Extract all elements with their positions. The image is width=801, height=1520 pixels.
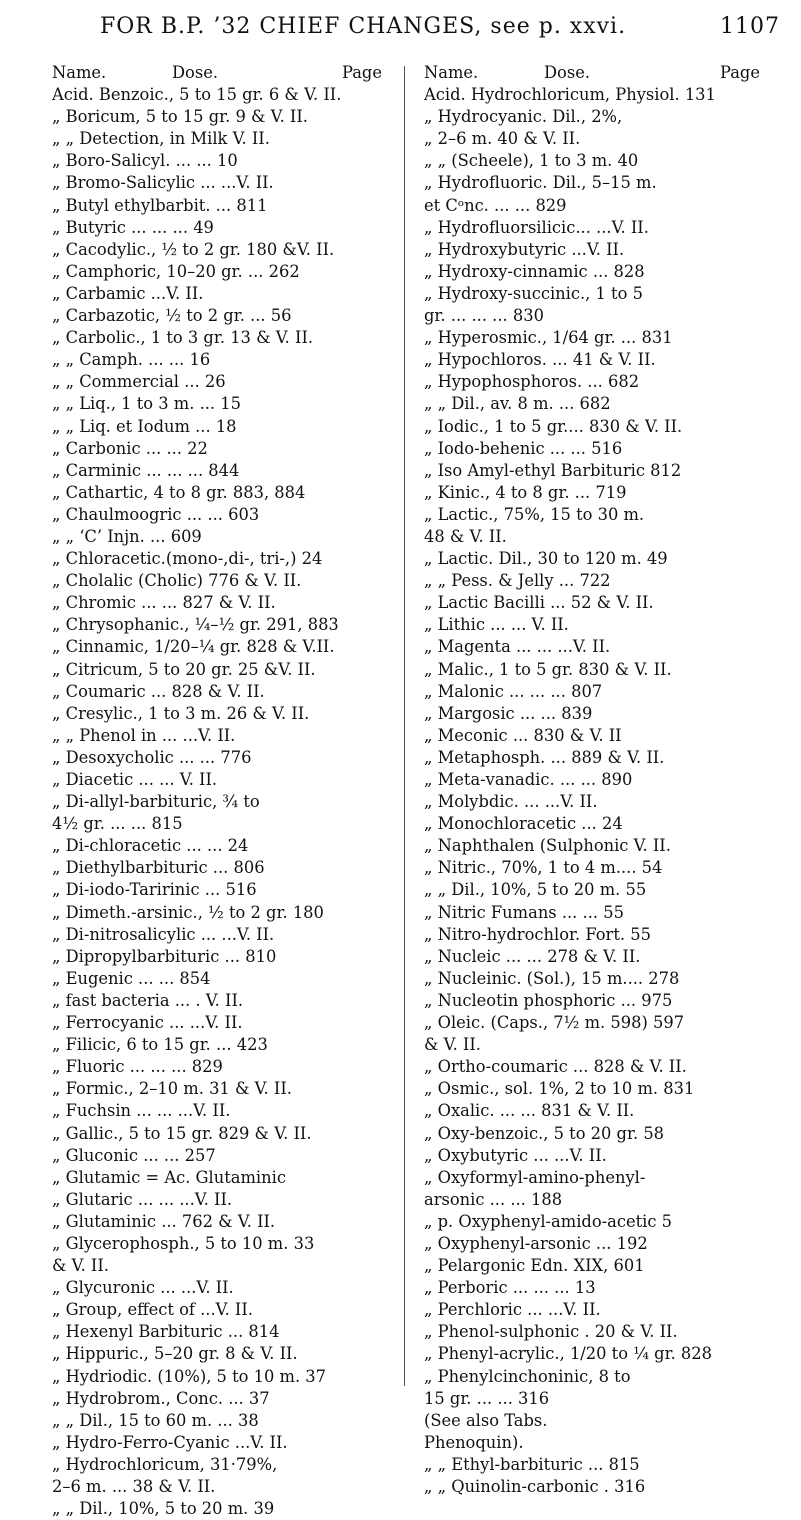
index-entry: „ „ ‘C’ Injn. ... 609 [52, 526, 202, 546]
index-entry: „ Magenta ... ... ...V. II. [424, 637, 611, 657]
index-entry: „ Hypochloros. ... 41 & V. II. [424, 350, 656, 370]
index-entry: „ „ Pess. & Jelly ... 722 [424, 571, 611, 591]
index-entry: „ fast bacteria ... . V. II. [52, 990, 244, 1010]
page-heading: Page [720, 63, 760, 82]
index-entry: „ Metaphosph. ... 889 & V. II. [424, 747, 665, 767]
index-entry: 48 & V. II. [424, 526, 507, 546]
index-entry: „ Iso Amyl-ethyl Barbituric 812 [424, 460, 682, 480]
index-entry: „ Chromic ... ... 827 & V. II. [52, 593, 276, 613]
index-entry: „ Molybdic. ... ...V. II. [424, 792, 598, 812]
index-entry: „ Cathartic, 4 to 8 gr. 883, 884 [52, 482, 306, 502]
index-entry: Acid. Benzoic., 5 to 15 gr. 6 & V. II. [52, 85, 342, 105]
index-entry: 15 gr. ... ... 316 [424, 1388, 550, 1408]
index-entry: „ Nitric Fumans ... ... 55 [424, 902, 624, 922]
index-entry: „ Lactic., 75%, 15 to 30 m. [424, 504, 645, 524]
index-entry: „ p. Oxyphenyl-amido-acetic 5 [424, 1211, 672, 1231]
index-entry: „ „ Dil., 10%, 5 to 20 m. 39 [52, 1499, 275, 1519]
index-entry: „ Lithic ... ... V. II. [424, 615, 569, 635]
index-entry: „ Hydrocyanic. Dil., 2%, [424, 107, 623, 127]
index-entry: „ „ Dil., av. 8 m. ... 682 [424, 394, 611, 414]
index-entry: „ Glutaminic ... 762 & V. II. [52, 1211, 276, 1231]
index-entry: „ Fuchsin ... ... ...V. II. [52, 1101, 231, 1121]
index-entry: „ Cinnamic, 1/20–¼ gr. 828 & V.II. [52, 637, 335, 657]
index-entry: „ Chloracetic.(mono-,di-, tri-,) 24 [52, 549, 323, 569]
index-entry: „ Di-nitrosalicylic ... ...V. II. [52, 924, 275, 944]
index-entry: „ Hydrofluoric. Dil., 5–15 m. [424, 173, 657, 193]
index-entry: „ Oxalic. ... ... 831 & V. II. [424, 1101, 635, 1121]
index-entry: „ Di-iodo-Taririnic ... 516 [52, 880, 257, 900]
index-entry: „ Hydrochloricum, 31·79%, [52, 1454, 278, 1474]
index-entry: „ Hydroxybutyric ...V. II. [424, 239, 625, 259]
dose-heading: Dose. [172, 63, 219, 82]
index-entry: „ Bromo-Salicylic ... ...V. II. [52, 173, 274, 193]
index-entry: „ Hyperosmic., 1/64 gr. ... 831 [424, 328, 673, 348]
index-entry: „ Monochloracetic ... 24 [424, 814, 623, 834]
index-entry: „ Pelargonic Edn. XIX, 601 [424, 1256, 645, 1276]
index-entry: „ Coumaric ... 828 & V. II. [52, 681, 265, 701]
name-heading: Name. [52, 63, 107, 82]
running-title: FOR B.P. ’32 CHIEF CHANGES, see p. xxvi. [100, 14, 627, 39]
index-entry: „ Ferrocyanic ... ...V. II. [52, 1013, 243, 1033]
index-entry: „ „ Phenol in ... ...V. II. [52, 725, 236, 745]
index-entry: „ Fluoric ... ... ... 829 [52, 1057, 223, 1077]
index-entry: Acid. Hydrochloricum, Physiol. 131 [424, 85, 716, 105]
index-entry: „ Citricum, 5 to 20 gr. 25 &V. II. [52, 659, 316, 679]
index-entry: „ Hypophosphoros. ... 682 [424, 372, 640, 392]
index-entry: „ Dimeth.-arsinic., ½ to 2 gr. 180 [52, 902, 324, 922]
index-entry: „ Perboric ... ... ... 13 [424, 1278, 596, 1298]
index-entry: et Cᵒnc. ... ... 829 [424, 195, 567, 215]
index-entry: „ „ Detection, in Milk V. II. [52, 129, 270, 149]
index-entry: „ Glutaric ... ... ...V. II. [52, 1189, 233, 1209]
index-entry: „ Naphthalen (Sulphonic V. II. [424, 836, 671, 856]
column-header [424, 62, 760, 84]
index-entry: gr. ... ... ... 830 [424, 306, 544, 326]
index-entry: „ Di-allyl-barbituric, ¾ to [52, 792, 260, 812]
index-entry: „ Carbazotic, ½ to 2 gr. ... 56 [52, 306, 292, 326]
index-entry: „ Nitric., 70%, 1 to 4 m.... 54 [424, 858, 663, 878]
index-entry: „ „ Quinolin-carbonic . 316 [424, 1477, 646, 1496]
index-entry: 2–6 m. ... 38 & V. II. [52, 1477, 216, 1496]
index-entry: „ Cacodylic., ½ to 2 gr. 180 &V. II. [52, 239, 335, 259]
index-entry: „ Hippuric., 5–20 gr. 8 & V. II. [52, 1344, 298, 1364]
index-entry: „ Chrysophanic., ¼–½ gr. 291, 883 [52, 615, 339, 635]
index-entry: „ Nucleinic. (Sol.), 15 m.... 278 [424, 968, 680, 988]
index-entry: „ Phenylcinchoninic, 8 to [424, 1366, 631, 1386]
index-entry: arsonic ... ... 188 [424, 1189, 563, 1209]
index-entry: „ Iodo-behenic ... ... 516 [424, 438, 623, 458]
index-entry: „ „ Ethyl-barbituric ... 815 [424, 1454, 640, 1474]
index-entry: „ Phenyl-acrylic., 1/20 to ¼ gr. 828 [424, 1344, 712, 1364]
index-entry: „ Gallic., 5 to 15 gr. 829 & V. II. [52, 1123, 312, 1143]
index-entry: „ Glycuronic ... ...V. II. [52, 1278, 234, 1298]
index-entry: „ Nitro-hydrochlor. Fort. 55 [424, 924, 651, 944]
index-entry: „ Hydrofluorsilicic... ...V. II. [424, 217, 649, 237]
index-entry: „ Butyric ... ... ... 49 [52, 217, 214, 237]
index-entry: „ Hydriodic. (10%), 5 to 10 m. 37 [52, 1366, 327, 1386]
index-entry: „ Meconic ... 830 & V. II [424, 725, 622, 745]
index-entry: „ Iodic., 1 to 5 gr.... 830 & V. II. [424, 416, 683, 436]
index-entry: „ Lactic. Dil., 30 to 120 m. 49 [424, 549, 668, 569]
index-entry: „ Glutamic = Ac. Glutaminic [52, 1167, 286, 1187]
index-entry: „ Di-chloracetic ... ... 24 [52, 836, 249, 856]
index-entry: Phenoquin). [424, 1432, 524, 1452]
page-header [40, 4, 800, 64]
index-entry: „ „ Liq., 1 to 3 m. ... 15 [52, 394, 241, 414]
right-column [424, 62, 760, 1498]
index-entry: „ Hydroxy-cinnamic ... 828 [424, 261, 645, 281]
index-entry: „ Gluconic ... ... 257 [52, 1145, 216, 1165]
index-entry: „ „ Liq. et Iodum ... 18 [52, 416, 237, 436]
column-divider [404, 66, 405, 1386]
index-entry: „ Perchloric ... ...V. II. [424, 1300, 601, 1320]
page-number: 1107 [720, 14, 780, 39]
index-entry: 4½ gr. ... ... 815 [52, 814, 183, 834]
index-entry: „ Oxyphenyl-arsonic ... 192 [424, 1233, 648, 1253]
index-entry: & V. II. [52, 1256, 109, 1276]
index-entry: „ Carbolic., 1 to 3 gr. 13 & V. II. [52, 328, 314, 348]
index-entry: „ 2–6 m. 40 & V. II. [424, 129, 581, 149]
index-entry: „ „ Dil., 10%, 5 to 20 m. 55 [424, 880, 647, 900]
index-entry: „ „ Camph. ... ... 16 [52, 350, 211, 370]
index-entry: „ Diacetic ... ... V. II. [52, 770, 218, 789]
index-entry: „ Carbonic ... ... 22 [52, 438, 208, 458]
dose-heading: Dose. [544, 63, 591, 82]
index-entry: „ Phenol-sulphonic . 20 & V. II. [424, 1322, 678, 1342]
index-entry: „ Boro-Salicyl. ... ... 10 [52, 151, 238, 171]
index-entry: „ Filicic, 6 to 15 gr. ... 423 [52, 1035, 268, 1055]
index-entry: „ Desoxycholic ... ... 776 [52, 747, 252, 767]
index-entry: „ Hydro-Ferro-Cyanic ...V. II. [52, 1432, 288, 1452]
index-entry: „ Camphoric, 10–20 gr. ... 262 [52, 261, 300, 281]
left-column [52, 62, 382, 1520]
index-entry: (See also Tabs. [424, 1410, 548, 1430]
index-entry: „ Nucleotin phosphoric ... 975 [424, 990, 673, 1010]
index-entry: „ Eugenic ... ... 854 [52, 968, 211, 988]
index-entry: „ Butyl ethylbarbit. ... 811 [52, 195, 268, 215]
index-entry: „ Diethylbarbituric ... 806 [52, 858, 265, 878]
page-heading: Page [342, 63, 382, 82]
index-entry: „ Hydrobrom., Conc. ... 37 [52, 1388, 270, 1408]
index-entry: „ Oleic. (Caps., 7½ m. 598) 597 [424, 1013, 685, 1033]
index-entry: „ Cresylic., 1 to 3 m. 26 & V. II. [52, 703, 310, 723]
index-entry: „ Margosic ... ... 839 [424, 703, 593, 723]
index-entry: „ Osmic., sol. 1%, 2 to 10 m. 831 [424, 1079, 695, 1099]
index-entry: „ Malonic ... ... ... 807 [424, 681, 603, 701]
index-entry: „ „ Commercial ... 26 [52, 372, 226, 392]
index-entry: „ Kinic., 4 to 8 gr. ... 719 [424, 482, 627, 502]
index-entry: „ Group, effect of ...V. II. [52, 1300, 253, 1320]
index-entry: „ Cholalic (Cholic) 776 & V. II. [52, 571, 302, 591]
index-entry: „ Meta-vanadic. ... ... 890 [424, 770, 633, 789]
index-entry: „ Ortho-coumaric ... 828 & V. II. [424, 1057, 687, 1077]
index-entry: „ Nucleic ... ... 278 & V. II. [424, 946, 641, 966]
index-entry: „ Malic., 1 to 5 gr. 830 & V. II. [424, 659, 672, 679]
index-entry: „ Carbamic ...V. II. [52, 283, 204, 303]
index-entry: „ Carminic ... ... ... 844 [52, 460, 240, 480]
index-entry: „ Oxyformyl-amino-phenyl- [424, 1167, 646, 1187]
index-entry: „ Boricum, 5 to 15 gr. 9 & V. II. [52, 107, 308, 127]
index-entry: „ Lactic Bacilli ... 52 & V. II. [424, 593, 654, 613]
index-entry: & V. II. [424, 1035, 481, 1055]
name-heading: Name. [424, 63, 479, 82]
index-entry: „ Hydroxy-succinic., 1 to 5 [424, 283, 643, 303]
index-entry: „ Oxybutyric ... ...V. II. [424, 1145, 607, 1165]
index-entry: „ Dipropylbarbituric ... 810 [52, 946, 277, 966]
index-entry: „ Formic., 2–10 m. 31 & V. II. [52, 1079, 292, 1099]
column-header [52, 62, 382, 84]
index-entry: „ Chaulmoogric ... ... 603 [52, 504, 260, 524]
index-entry: „ „ Dil., 15 to 60 m. ... 38 [52, 1410, 259, 1430]
index-entry: „ Oxy-benzoic., 5 to 20 gr. 58 [424, 1123, 665, 1143]
index-entry: „ Hexenyl Barbituric ... 814 [52, 1322, 280, 1342]
index-entry: „ „ (Scheele), 1 to 3 m. 40 [424, 151, 639, 171]
index-entry: „ Glycerophosph., 5 to 10 m. 33 [52, 1233, 315, 1253]
